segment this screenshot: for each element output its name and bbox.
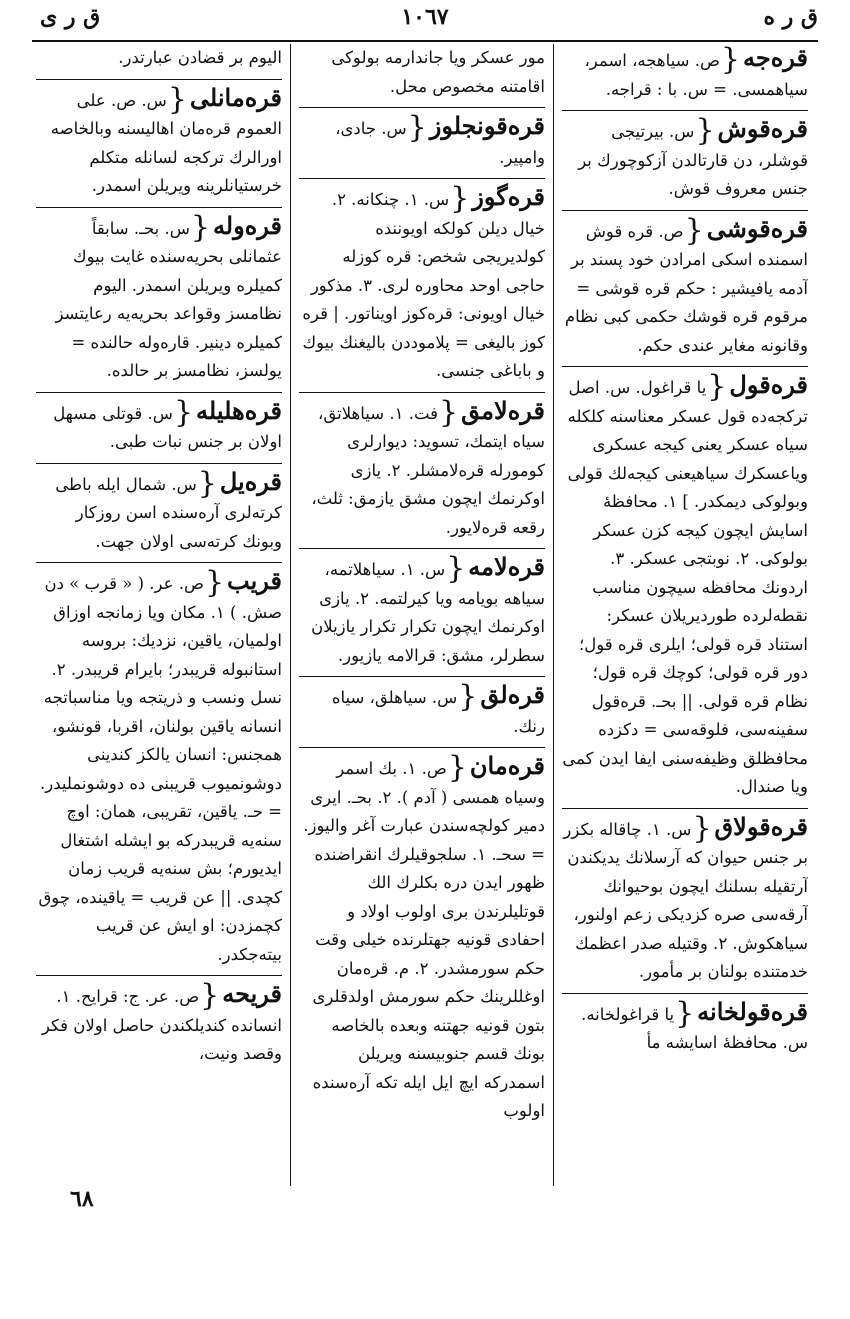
- brace-mark: {: [447, 750, 467, 785]
- entry-definition: ص. عر. ( « قرب » دن صش. ) ١. مکان ویا زمانجه اوزاق اولمیان، یاقین، نزدیك: بروسه استانبوله قریبدر؛ بایرام قریبدر. ٢. نسل ونسب و ذریتجه ویا مناسباتجه انسانه یاقین بولنان، اقربا، قونشو، همجنس: انسان یالکز کندینی دوشونمیوب قریبنی ده دوشونملیدر. = حـ. یاقین، تقریبی، همان: اوچ سنه‌یه قریبدرکه بو ایشله اشتغال ایدیورم؛ بش سنه‌یه قریب زمان کچدی. || عن قریب = یاقینده، چوق کچمزدن: او ایش عن قریب بیته‌جکدر.: [38, 574, 282, 964]
- entry-definition: س. قوتلی مسهل اولان بر جنس نبات طبی.: [53, 403, 282, 451]
- dictionary-entry: [299, 676, 545, 741]
- entry-definition: س. بحـ. سابقاً عثمانلی بحریه‌سنده غایت بیوك کمیلره ویریلن اسمدر. الیوم نظامسز وقواعد بحریه‌یه رعایتسز کمیلره دینیر. قاره‌وله حالنده = یولسز، نظامسز بر حالده.: [55, 218, 282, 380]
- entry-headword: قره‌لامق: [461, 395, 545, 425]
- dictionary-entry: [299, 178, 545, 386]
- brace-mark: {: [190, 209, 210, 245]
- entry-definition: الیوم بر قضادن عبارتدر.: [118, 48, 282, 67]
- dictionary-entry: [562, 366, 808, 802]
- dictionary-entry: [36, 975, 282, 1069]
- dictionary-entry: [562, 210, 808, 361]
- entry-definition: س. ١. سیاهلاتمه، سیاهه بویامه ویا کیرلتمه. ٢. یازی اوکرنمك ایچون تکرار تکرار یازیلان سطرلر، مشق: قرالامه یازیور.: [311, 560, 545, 665]
- entry-headword: قره‌مان: [469, 751, 545, 780]
- brace-mark: {: [695, 113, 715, 148]
- header-rule: [32, 40, 818, 42]
- dictionary-entry: [36, 79, 282, 201]
- entry-headword: قریحه: [222, 979, 282, 1008]
- brace-mark: {: [684, 212, 704, 248]
- entry-headword: قره‌لامه: [468, 552, 545, 581]
- entry-definition: یا قراغولخانه. س. محافظهٔ اسایشه مأ: [581, 1004, 808, 1052]
- entry-headword: قره‌هلیله: [196, 395, 282, 425]
- entry-headword: قره‌مانلی: [189, 82, 282, 112]
- dictionary-entry: [36, 562, 282, 969]
- entry-definition: ص. ١. بك اسمر وسیاه همسی ( آدم ). ٢. بحـ. ایری دمیر کولچه‌سندن عبارت آغر والیوز. = سحـ. ١. سلجوقیلرك انقراضنده ظهور ایدن دره بکلرك الك قوتلیلرندن بری اولوب اولاد و احفادی قونیه جهتلرنده خیلی وقت حکم سورمشدر. ٢. م. قره‌مان اوغللرینك حکم سورمش اولدقلری بتون قونیه جهتنه وبعده بالخاصه بونك قسم جنوبیسنه ویریلن اسمدرکه ایچ ایل ایله تکه آره‌سنده اولوب: [303, 759, 545, 1120]
- dictionary-entry: [562, 110, 808, 204]
- brace-mark: {: [439, 394, 459, 430]
- dictionary-entry: [299, 392, 545, 543]
- entry-definition: س. سیاهلق، سیاه رنك.: [331, 688, 545, 736]
- dictionary-entry: [36, 207, 282, 386]
- brace-mark: {: [446, 551, 466, 586]
- entry-definition: س. ١. چنکانه. ٢. خیال دیلن کولکه اویوننده کولدیریجی شخص: قره کوزله حاجی اوحد محاوره لری. ٣. مذکور خیال اویونی: قره‌کوز اویناتور. | قره کوز بالیغی = پلاموددن بالیغنك بیوك و باباغی جنسی.: [302, 190, 545, 380]
- entry-definition: س. بیرتیجی قوشلر، دن قارتالدن آزکوچورك بر جنس معروف قوش.: [578, 122, 808, 198]
- brace-mark: {: [720, 44, 740, 77]
- entry-headword: قره‌لق: [480, 680, 545, 709]
- entry-headword: قره‌قوش: [717, 114, 808, 143]
- entry-headword: قره‌یل: [219, 466, 282, 496]
- brace-mark: {: [204, 565, 225, 600]
- entry-headword: قره‌قولاق: [714, 811, 808, 841]
- dictionary-entry: [299, 548, 545, 670]
- dictionary-entry: [299, 44, 545, 101]
- entry-headword: قره‌قوشی: [706, 213, 808, 243]
- column-right: [562, 44, 808, 1184]
- dictionary-entry: [299, 747, 545, 1126]
- brace-mark: {: [197, 465, 217, 501]
- entry-definition: یا قراغول. س. اصل ترکجه‌ده قول عسکر معناسنه کلکله سیاه عسکر یعنی کیجه عسکری ویاعسکرك سیاهیعنی کیجه‌لك قولی وبولوکی دیمکدر. ] ١. محافظهٔ اسایش ایچون کیجه کزن عسکر بولوکی. ٢. نوبتجی عسکر. ٣. اردونك محافظه سیچون مناسب نقطه‌لرده طوردیریلان عسکر: استناد قره قولی؛ ایلری قره قول؛ دور قره قولی؛ کوچك قره قول؛ نظام قره قولی. || بحـ. قره‌قول سفینه‌سی، فلوقه‌سی = دکزده محافظلق وظیفه‌سنی ایفا ایدن کمی ویا صندال.: [562, 378, 808, 796]
- column-divider: [553, 44, 554, 1186]
- dictionary-entry: [562, 993, 808, 1058]
- brace-mark: {: [200, 978, 220, 1013]
- entry-definition: فت. ١. سیاهلاتق، سیاه ایتمك، تسوید: دیوارلری کومورله قره‌لامشلر. ٢. یازی اوکرنمك ایچون مشق یازمق: ثلث، رقعه قره‌لایور.: [311, 403, 545, 537]
- brace-mark: {: [675, 995, 695, 1031]
- entry-definition: ص. قره قوش اسمنده اسکی امرادن خود پسند بر آدمه یافیشیر : حکم قره قوشی = مرقوم قره قوشك حکمی کبی نظام وقانونه مغایر عندی حکم.: [564, 221, 808, 355]
- column-divider: [290, 44, 291, 1186]
- entry-definition: س. ص. علی العموم قره‌مان اهالیسنه وبالخاصه اورالرك ترکجه لسانله متکلم خرستیانلرینه ویریلن اسمدر.: [50, 90, 282, 195]
- brace-mark: {: [173, 394, 194, 430]
- entry-headword: قره‌جه: [743, 44, 808, 72]
- page-header: [32, 4, 818, 38]
- dictionary-entry: [562, 44, 808, 104]
- brace-mark: {: [450, 181, 470, 216]
- entry-headword: قره‌قولخانه: [697, 996, 808, 1026]
- dictionary-entry: [36, 463, 282, 557]
- entry-definition: ص. سیاهجه، اسمر، سیاهمسی. = س. با : قراجه.: [584, 51, 808, 99]
- brace-mark: {: [167, 81, 187, 117]
- header-letters-left: ق ر ى: [40, 4, 101, 30]
- entry-headword: قره‌وله: [212, 210, 282, 240]
- dictionary-entry: [299, 107, 545, 172]
- entry-definition: مور عسکر ویا جاندارمه بولوکی اقامتنه مخصوص محل.: [331, 48, 545, 96]
- entry-headword: قره‌قول: [729, 370, 808, 399]
- dictionary-entry: [36, 44, 282, 73]
- entry-definition: س. ١. چاقاله بکزر بر جنس حیوان که آرسلانك یدیکندن آرتقیله بسلنك ایچون بوحیوانك آرقه‌سی صره کزدیکی زعم اولنور، سیاهکوش. ٢. وقتیله صدر اعظمك خدمتنده بولنان بر مأمور.: [563, 819, 808, 981]
- column-middle: [299, 44, 545, 1184]
- entry-definition: ص. عر. ج: قرایح. ١. انسانده کندیلکندن حاصل اولان فکر وقصد ونیت،: [41, 987, 282, 1063]
- dictionary-entry: [562, 808, 808, 987]
- brace-mark: {: [692, 810, 712, 846]
- entry-headword: قریب: [227, 566, 282, 595]
- brace-mark: {: [407, 110, 427, 145]
- entry-headword: قره‌گوز: [472, 182, 545, 211]
- column-left: [36, 44, 282, 1184]
- signature-mark: ٦٨: [70, 1186, 94, 1212]
- page-number: ١٠٦٧: [401, 4, 449, 30]
- entry-definition: س. جادی، وامپیر.: [335, 119, 545, 167]
- brace-mark: {: [458, 679, 478, 714]
- brace-mark: {: [707, 369, 727, 404]
- header-letters-right: ق ر ه: [763, 4, 818, 30]
- dictionary-entry: [36, 392, 282, 457]
- entry-definition: س. شمال ایله باطی کرته‌لری آره‌سنده اسن روزکار وبونك کرته‌سی اولان جهت.: [55, 474, 282, 551]
- entry-headword: قره‌قونجلوز: [429, 111, 545, 140]
